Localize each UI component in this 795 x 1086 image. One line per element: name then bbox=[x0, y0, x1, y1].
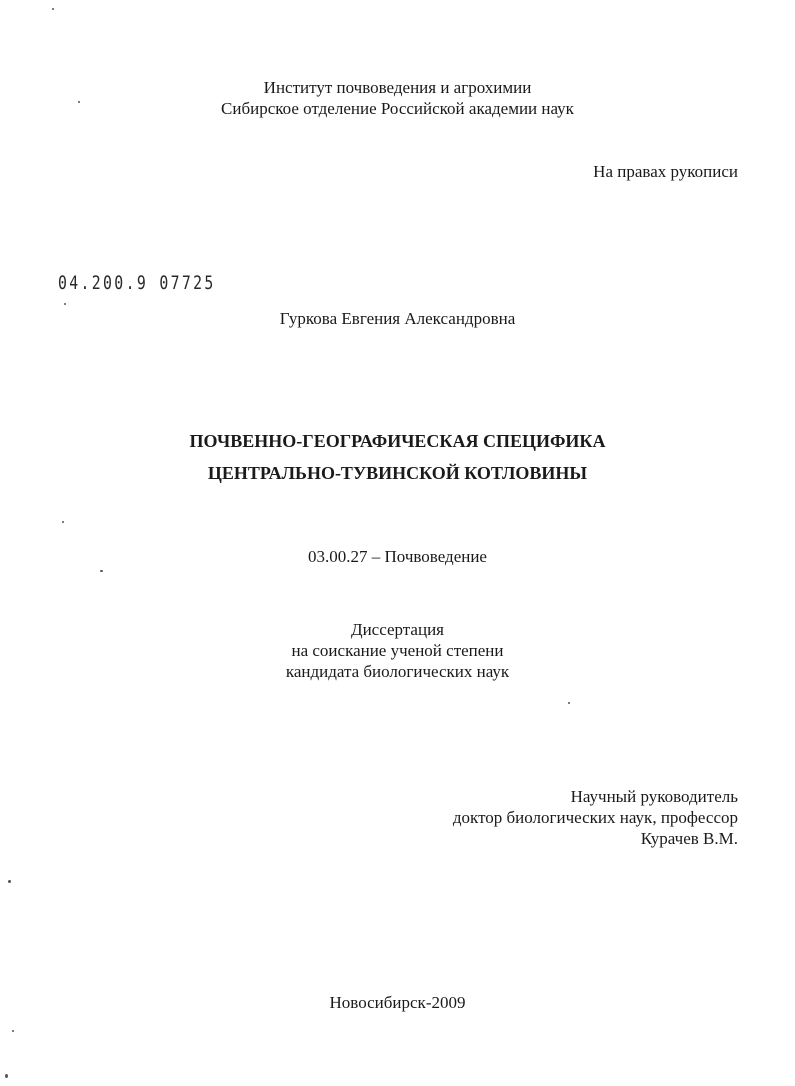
scan-speck bbox=[5, 1074, 8, 1078]
degree-name: кандидата биологических наук bbox=[285, 662, 510, 681]
manuscript-note: На правах рукописи bbox=[593, 162, 738, 181]
scan-speck bbox=[52, 8, 54, 10]
title-line-1: ПОЧВЕННО-ГЕОГРАФИЧЕСКАЯ СПЕЦИФИКА bbox=[189, 431, 606, 451]
institution-block bbox=[0, 77, 795, 119]
scan-speck bbox=[62, 521, 64, 523]
degree-purpose: на соискание ученой степени bbox=[291, 641, 504, 660]
supervisor-role: Научный руководитель bbox=[570, 787, 738, 806]
dissertation-label: Диссертация bbox=[350, 620, 444, 639]
supervisor-degree: доктор биологических наук, профессор bbox=[452, 808, 738, 827]
archive-stamp-number: 04.200.9 07725 bbox=[58, 272, 216, 294]
supervisor-name: Курачев В.М. bbox=[640, 829, 738, 848]
author-name: Гуркова Евгения Александровна bbox=[279, 309, 516, 328]
scan-speck bbox=[8, 880, 11, 883]
scan-speck bbox=[12, 1030, 14, 1032]
scan-speck bbox=[64, 303, 66, 305]
scan-speck bbox=[78, 101, 80, 103]
supervisor-block bbox=[453, 786, 738, 849]
scan-speck bbox=[568, 702, 570, 704]
dissertation-title bbox=[0, 425, 795, 489]
dissertation-degree-block bbox=[0, 619, 795, 682]
institution-department: Сибирское отделение Российской академии наук bbox=[221, 99, 574, 118]
institution-name: Институт почвоведения и агрохимии bbox=[263, 78, 532, 97]
place-and-year: Новосибирск-2009 bbox=[329, 993, 466, 1012]
scan-speck bbox=[100, 570, 103, 572]
title-line-2: ЦЕНТРАЛЬНО-ТУВИНСКОЙ КОТЛОВИНЫ bbox=[207, 463, 588, 483]
specialty-code: 03.00.27 – Почвоведение bbox=[308, 547, 487, 566]
